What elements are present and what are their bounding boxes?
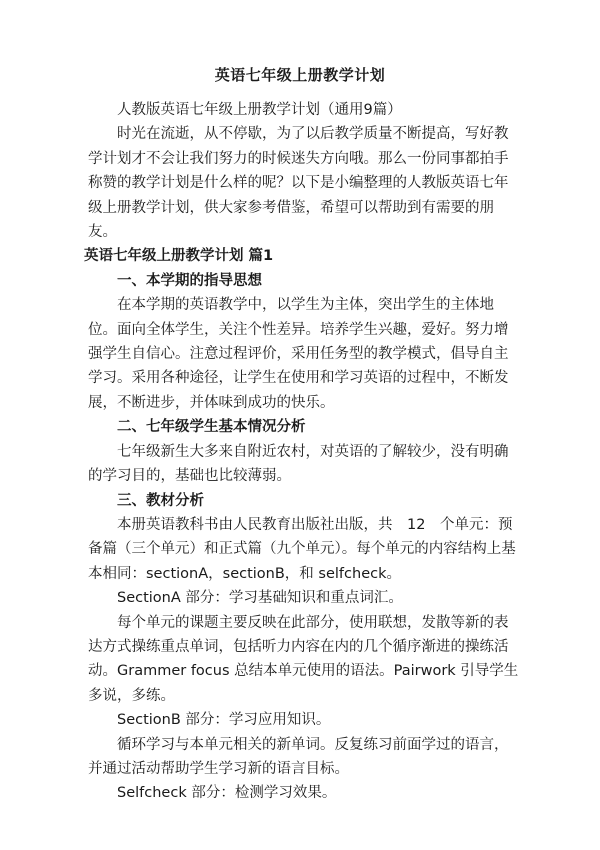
paragraph-sectionb-detail: 循环学习与本单元相关的新单词。反复练习前面学过的语言，并通过活动帮助学生学习新的语言目标。 [88, 736, 509, 777]
paragraph-selfcheck: Selfcheck 部分：检测学习效果。 [117, 785, 337, 802]
paragraph-guiding-ideology: 在本学期的英语教学中，以学生为主体，突出学生的主体地位。面向全体学生，关注个性差异。培养学生兴趣，爱好。努力增强学生自信心。注意过程评价，采用任务型的教学模式，倡导自主学习。采用各种途径，让学生在使用和学习英语的过程中，不断发展，不断进步，并体味到成功的快乐。 [88, 297, 509, 411]
section-title: 英语七年级上册教学计划 篇1 [84, 248, 274, 265]
paragraph-student-analysis: 七年级新生大多来自附近农村，对英语的了解较少，没有明确的学习目的，基础也比较薄弱。 [88, 443, 509, 485]
paragraph-sectiona: SectionA 部分：学习基础知识和重点词汇。 [117, 590, 403, 607]
heading-guiding-ideology: 一、本学期的指导思想 [117, 272, 262, 289]
paragraph-sectionb: SectionB 部分：学习应用知识。 [117, 712, 331, 729]
document-subtitle: 人教版英语七年级上册教学计划（通用9篇） [117, 102, 402, 118]
intro-paragraph: 时光在流逝，从不停歇，为了以后教学质量不断提高，写好教学计划才不会让我们努力的时候迷失方向哦。那么一份同事都拍手称赞的教学计划是什么样的呢？以下是小编整理的人教版英语七年级上册教学计划，供大家参考借鉴，希望可以帮助到有需要的朋友。 [88, 126, 509, 241]
paragraph-sectiona-detail: 每个单元的课题主要反映在此部分，使用联想，发散等新的表达方式操练重点单词，包括听力内容在内的几个循序渐进的操练活动。Grammer focus 总结本单元使用的语法。Pairwork 引导学生多说，多练。 [88, 614, 519, 704]
paragraph-textbook-overview: 本册英语教科书由人民教育出版社出版，共 12 个单元：预备篇（三个单元）和正式篇（九个单元）。每个单元的内容结构上基本相同：sectionA，sectionB，和 selfcheck。 [88, 516, 516, 582]
document-body [84, 98, 520, 806]
heading-student-analysis: 二、七年级学生基本情况分析 [117, 419, 306, 436]
heading-textbook-analysis: 三、教材分析 [117, 492, 204, 509]
document-title: 英语七年级上册教学计划 [214, 66, 386, 84]
